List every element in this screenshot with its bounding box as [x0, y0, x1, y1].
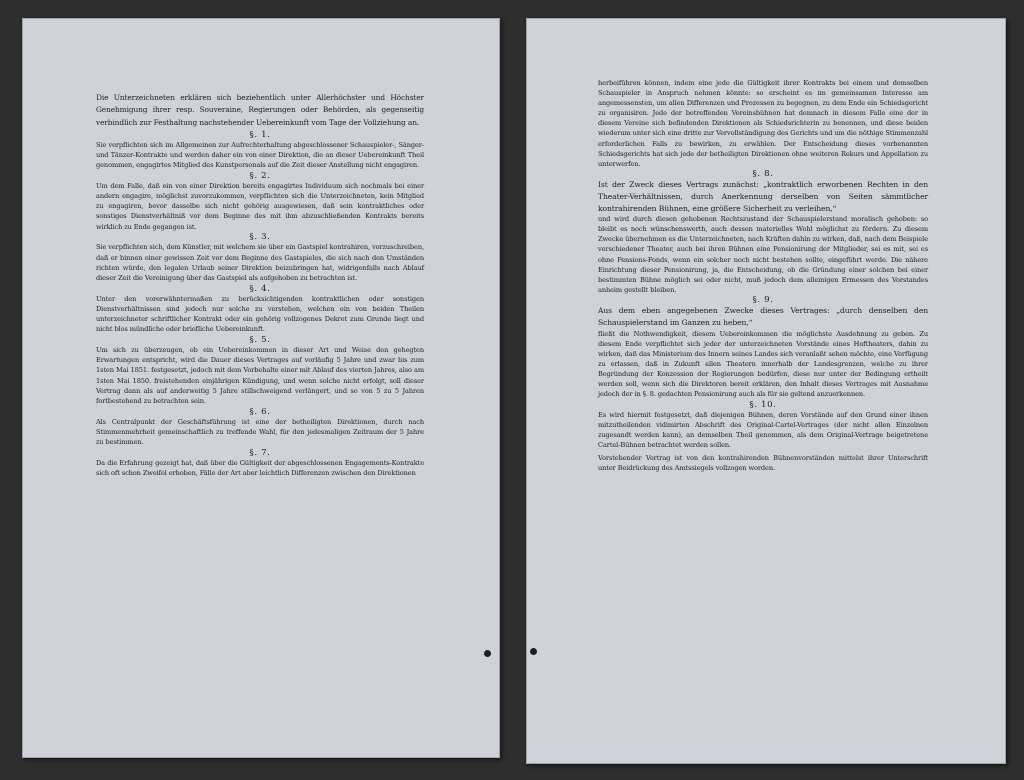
section-7-text: Da die Erfahrung gezeigt hat, daß über die Gültigkeit der abgeschlossenen Engagements-Kontrakte sich oft schon Zweifel erhoben, Fälle der Art aber leichtlich Differenzen zwischen den Direktionen — [96, 458, 424, 477]
section-9-lead: Aus dem eben angegebenen Zwecke dieses Vertrages: „durch denselben den Schauspielerstand im Ganzen zu heben,“ — [598, 306, 928, 327]
section-6-text: Als Centralpunkt der Geschäftsführung ist eine der betheiligten Direktionen, durch nach Stimmenmehrheit gemeinschaftlich zu treffende Wahl, für den jedesmaligen Zeitraum der 5 Jahre zu bestimmen. — [96, 417, 424, 447]
section-6-heading: §. 6. — [249, 406, 271, 417]
section-5-text: Um sich zu überzeugen, ob ein Uebereinkommen in dieser Art und Weise den gehegten Erwartungen entspricht, wird die Dauer dieses Vertrages auf vorläufig 5 Jahre und zwar bis zum 1sten Mai 1851. festgesetzt, jedoch mit dem Vorbehalte einer mit Ablauf des vierten Jahres, also am 1sten Mai 1850. freistehenden einjährigen Kündigung, und wenn solche nicht erfolgt, soll dieser Vertrag dann als auf anderweitig 5 Jahre stillschweigend verlängert, und so von 5 zu 5 Jahren fortbestehend zu betrachten sein. — [96, 345, 424, 405]
punch-hole — [484, 650, 491, 657]
punch-hole — [530, 648, 537, 655]
section-1-heading: §. 1. — [249, 129, 271, 140]
section-3-text: Sie verpflichten sich, dem Künstler, mit welchem sie über ein Gastspiel kontrahiren, vorzuschreiben, daß er binnen einer gewissen Zeit vor dem Beginne des Gastspieles, die sich nach den Umständen richten würde, den legalen Urlaub seiner Direktion beizubringen hat, widrigenfalls nach Ablauf dieser Zeit die Vereinigung über das Gastspiel als aufgehoben zu betrachten ist. — [96, 243, 424, 282]
section-8-heading: §. 8. — [752, 169, 774, 180]
section-9-text: fließt die Nothwendigkeit, diesem Uebereinkommen die möglichste Ausdehnung zu geben. Zu diesem Ende verpflichtet sich jeder der unterzeichneten Vorstände eines Hoftheaters, dahin zu wirken, daß das Ministerium des Innern seines Landes sich veranlaßt sehen möchte, eine Verfügung zu erlassen, daß in Zukunft allen Theatern innerhalb der Landesgrenzen, welche zu ihrer Begründung der Konzession der Regierungen bedürfen, diese nur unter der Bedingung ertheilt werden soll, wenn sich die Direktoren bereit erklären, den Inhalt dieses Vertrages mit Ausnahme jedoch der in §. 8. gedachten Pensionirung auch als für sie geltend anzuerkennen. — [598, 329, 928, 399]
section-7-heading: §. 7. — [249, 447, 271, 458]
section-8-lead: Ist der Zweck dieses Vertrags zunächst: „kontraktlich erworbenen Rechten in den Theater-Verhältnissen, durch Anerkennung derselben von Seiten sämmtlicher kontrahirenden Bühnen, eine größere Sicherheit zu verleihen,“ — [598, 180, 928, 213]
section-3-heading: §. 3. — [249, 232, 271, 243]
section-2-text: Um dem Falle, daß ein von einer Direktion bereits engagirtes Individuum sich nochmals bei einer andern engagire, möglichst zuvorzukommen, verpflichten sich die Unterzeichneten, kein Mitglied zu engagiren, bevor dasselbe sich nicht gehörig ausgewiesen, daß sein kontraktliches oder sonstiges Dienstverhältniß vor dem Beginne des mit ihm abzuschließenden Kontrakts bereits wirklich zu Ende gegangen ist. — [96, 181, 424, 231]
document-page-right — [526, 18, 1006, 764]
section-7-continuation: herbeiführen können, indem eine jede die Gültigkeit ihrer Kontrakts bei einem und demselben Schauspieler in Anspruch nehmen könnte: so erscheint es im gemeinsamen Interesse am angemessensten, um allen Differenzen und Prozessen zu begegnen, zu dem Ende ein Schiedsgericht zu organisiren. Jede der betreffenden Vereinsbühnen hat demnach in diesem Falle eine der in diesem Vereine sich befindenden Direktionen als Schiedsrichterin zu benennen, und diese beiden wiederum unter sich eine dritte zur Vervollständigung des Gerichts und um die nöthige Stimmenzahl erforderlichen Falls zu bewirken, zu erwählen. Der Entscheidung dieses vorbenannten Schiedsgerichts hat sich jede der betheiligten Direktionen ohne weiteren Rekurs und Appellation zu unterwerfen. — [598, 79, 928, 168]
section-8-text: und wird durch diesen gehobenen Rechtszustand der Schauspielerstand moralisch gehoben: so bleibt es noch wünschenswerth, auch dessen materielles Wohl möglichst zu fördern. Zu diesem Zwecke übernehmen es die Unterzeichneten, nach Kräften dahin zu wirken, daß, nach dem Beispiele verschiedener Theater, auch bei ihren Bühnen eine Pensionirung der Mitglieder, sei es mit, sei es ohne Pensions-Fonds, wenn ein solcher noch nicht bestehen sollte, eingeführt werde. Die nähere Einrichtung dieser Pensionirung, ja, die Entscheidung, ob die Gründung einer solchen bei einer bestimmten Bühne möglich sei oder nicht, muß jedoch dem alleinigen Ermessen des Vorstandes anheim gestellt bleiben. — [598, 215, 928, 294]
section-4-heading: §. 4. — [249, 283, 271, 294]
left-text-column — [96, 92, 424, 478]
section-4-text: Unter den vorerwähntermaßen zu berücksichtigenden kontraktlichen oder sonstigen Dienstverhältnissen sind jedoch nur solche zu verstehen, welchen ein von beiden Theilen unterzeichneter schriftlicher Kontrakt oder ein gehörig vollzogenes Dekret zum Grunde liegt und nicht blos mündliche oder briefliche Uebereinkunft. — [96, 294, 424, 334]
right-text-column — [598, 78, 928, 473]
document-page-left — [22, 18, 500, 758]
preamble-paragraph: Die Unterzeichneten erklären sich beziehentlich unter Allerhöchster und Höchster Genehmigung ihrer resp. Souveraine, Regierungen oder Behörden, als gegenseitig verbindlich zur Festhaltung nachstehender Uebereinkunft vom Tage der Vollziehung an. — [96, 93, 424, 127]
section-5-heading: §. 5. — [249, 334, 271, 345]
closing-paragraph: Vorstehender Vertrag ist von den kontrahirenden Bühnenvorständen mittelst ihrer Unterschrift unter Beidrückung des Amtssiegels vollzogen worden. — [598, 454, 928, 473]
section-2-heading: §. 2. — [249, 170, 271, 181]
section-1-text: Sie verpflichten sich im Allgemeinen zur Aufrechterhaltung abgeschlossener Schauspieler-, Sänger- und Tänzer-Kontrakte und werden daher ein von einer Direktion, die an dieser Uebereinkunft Theil genommen, engagirtes Mitglied des Kunstpersonals auf die Zeit dieser Anstellung nicht engagiren. — [96, 140, 424, 170]
section-10-text: Es wird hiermit festgesetzt, daß diejenigen Bühnen, deren Vorstände auf den Grund einer ihnen mitzutheilenden vidimirten Abschrift des Original-Cartel-Vertrages (der nicht allen Einzelnen zugesandt werden kann), an demselben Theil genommen, als dem Original-Vertrage beigetretene Cartel-Bühnen betrachtet werden sollen. — [598, 410, 928, 449]
section-10-heading: §. 10. — [749, 399, 777, 410]
section-9-heading: §. 9. — [752, 295, 774, 306]
